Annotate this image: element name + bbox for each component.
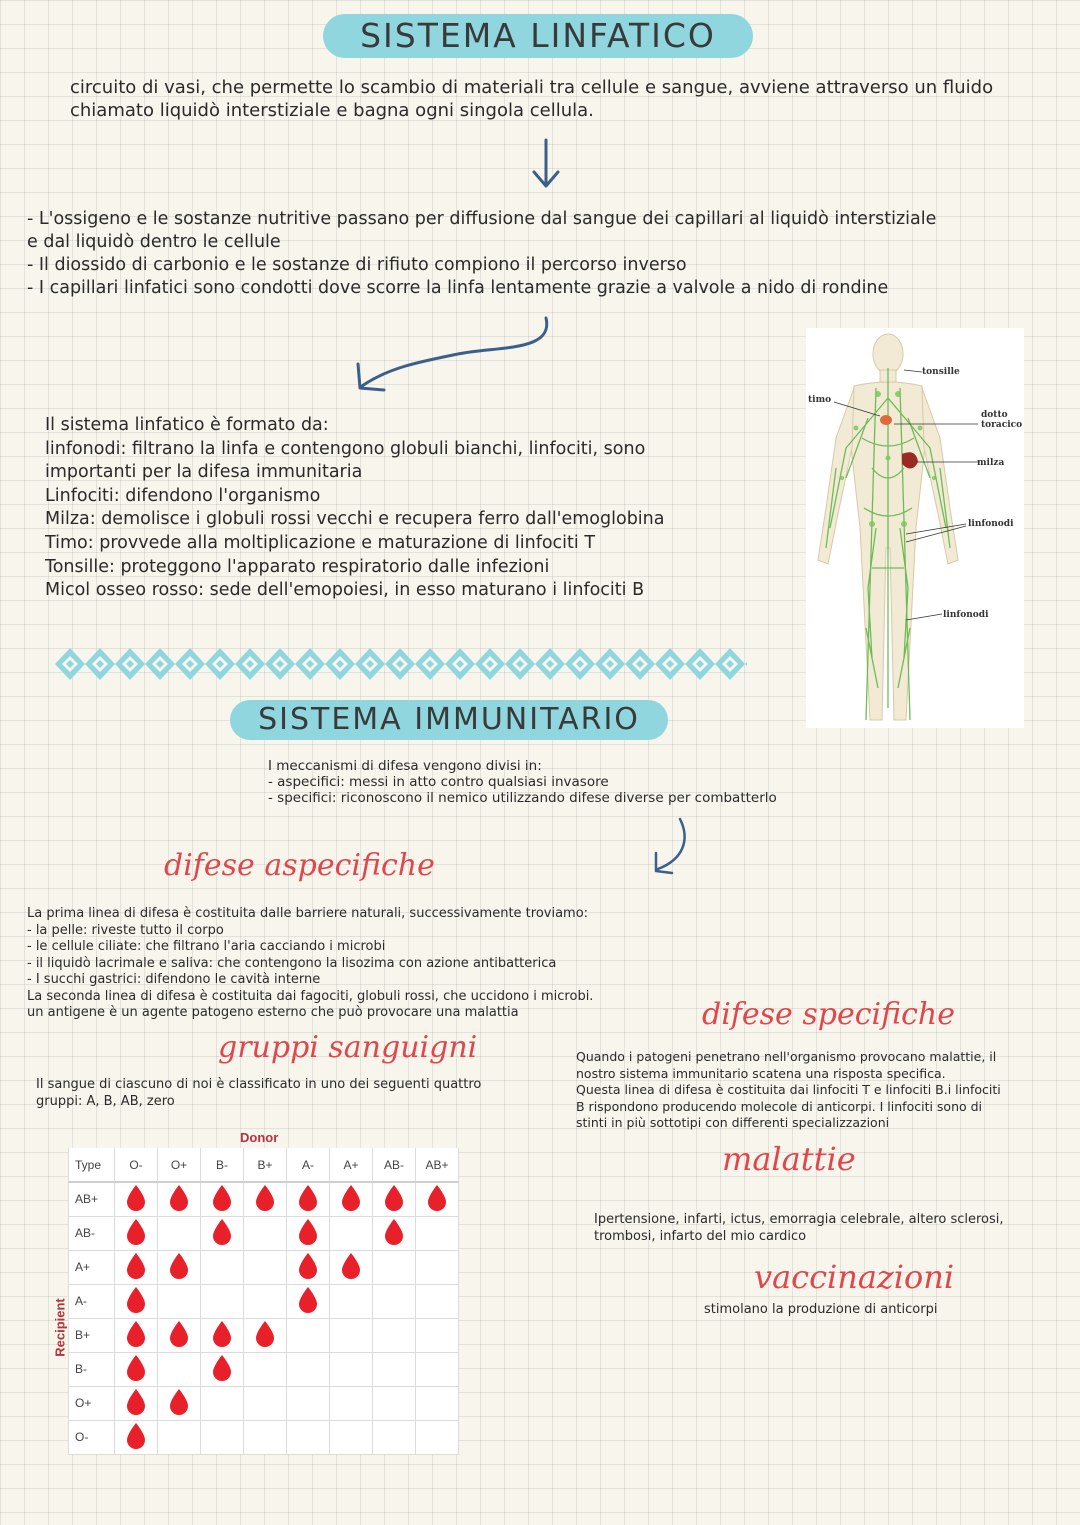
- compatibility-cell: [244, 1182, 287, 1216]
- blood-drop-icon: [125, 1252, 147, 1283]
- donor-header: B+: [244, 1148, 287, 1182]
- specific-text: [576, 1049, 1001, 1132]
- blood-drop-icon: [254, 1320, 276, 1351]
- compatibility-cell: [115, 1420, 158, 1454]
- donor-header: AB+: [416, 1148, 459, 1182]
- compatibility-cell: [158, 1250, 201, 1284]
- lymph-intro-line: circuito di vasi, che permette lo scambio di materiali tra cellule e sangue, avviene attraverso un fluido: [70, 77, 994, 98]
- blood-compatibility-chart: [50, 1130, 462, 1456]
- compatibility-cell: [158, 1182, 201, 1216]
- label-timo: timo: [808, 395, 832, 405]
- compatibility-cell: [201, 1352, 244, 1386]
- compatibility-cell: [201, 1216, 244, 1250]
- compatibility-cell: [115, 1352, 158, 1386]
- down-arrow-icon: [526, 136, 566, 192]
- immune-intro-line: - specifici: riconoscono il nemico utilizzando difese diverse per combatterlo: [268, 790, 777, 806]
- compatibility-cell: [244, 1386, 287, 1420]
- label-tonsille: tonsille: [922, 367, 960, 377]
- compatibility-cell: [330, 1318, 373, 1352]
- compatibility-cell: [373, 1216, 416, 1250]
- vaccinations-heading: vaccinazioni: [754, 1258, 955, 1296]
- label-dotto: dotto: [981, 410, 1008, 420]
- compatibility-cell: [201, 1318, 244, 1352]
- lymph-composition: [45, 414, 664, 603]
- compatibility-cell: [158, 1352, 201, 1386]
- blood-drop-icon: [297, 1252, 319, 1283]
- small-curved-arrow-icon: [650, 815, 692, 877]
- blood-groups-line: gruppi: A, B, AB, zero: [36, 1094, 175, 1109]
- blood-drop-icon: [426, 1184, 448, 1215]
- nonspecific-line: un antigene è un agente patogeno esterno che può provocare una malattia: [27, 1005, 519, 1020]
- blood-drop-icon: [168, 1320, 190, 1351]
- compatibility-cell: [115, 1284, 158, 1318]
- zigzag-divider: [55, 644, 747, 684]
- compatibility-cell: [373, 1284, 416, 1318]
- diseases-line: trombosi, infarto del mio cardico: [594, 1228, 807, 1244]
- compatibility-cell: [287, 1318, 330, 1352]
- blood-row: [69, 1386, 459, 1420]
- immune-intro-line: - aspecifici: messi in atto contro qualsiasi invasore: [268, 774, 609, 790]
- curved-arrow-icon: [348, 312, 558, 398]
- compatibility-cell: [287, 1352, 330, 1386]
- compatibility-cell: [330, 1182, 373, 1216]
- composition-line: importanti per la difesa immunitaria: [45, 462, 363, 483]
- composition-line: Timo: provvede alla moltiplicazione e maturazione di linfociti T: [45, 532, 596, 553]
- label-toracico: toracico: [981, 420, 1023, 430]
- compatibility-cell: [330, 1352, 373, 1386]
- specific-line: nostro sistema immunitario scatena una risposta specifica.: [576, 1065, 946, 1081]
- compatibility-cell: [244, 1284, 287, 1318]
- compatibility-cell: [416, 1386, 459, 1420]
- compatibility-cell: [373, 1182, 416, 1216]
- compatibility-cell: [330, 1250, 373, 1284]
- compatibility-cell: [416, 1318, 459, 1352]
- blood-drop-icon: [211, 1320, 233, 1351]
- recipient-label: Recipient: [52, 1298, 68, 1357]
- donor-header-row: [69, 1148, 459, 1182]
- compatibility-cell: [115, 1318, 158, 1352]
- vaccinations-text: stimolano la produzione di anticorpi: [704, 1302, 938, 1317]
- blood-drop-icon: [125, 1184, 147, 1215]
- composition-line: Tonsille: proteggono l'apparato respiratorio dalle infezioni: [45, 556, 550, 577]
- recipient-type: O-: [69, 1420, 115, 1454]
- label-linfonodi-upper: linfonodi: [968, 519, 1014, 529]
- compatibility-cell: [201, 1284, 244, 1318]
- recipient-type: AB-: [69, 1216, 115, 1250]
- recipient-type: O+: [69, 1386, 115, 1420]
- compatibility-cell: [416, 1216, 459, 1250]
- compatibility-cell: [158, 1420, 201, 1454]
- donor-header: O-: [115, 1148, 158, 1182]
- composition-line: Milza: demolisce i globuli rossi vecchi e recupera ferro dall'emoglobina: [45, 509, 665, 530]
- compatibility-cell: [373, 1352, 416, 1386]
- compatibility-cell: [330, 1216, 373, 1250]
- specific-line: B rispondono producendo molecole di anticorpi. I linfociti sono di: [576, 1098, 983, 1114]
- immune-intro-line: I meccanismi di difesa vengono divisi in:: [268, 758, 542, 774]
- compatibility-cell: [158, 1386, 201, 1420]
- blood-drop-icon: [168, 1184, 190, 1215]
- blood-drop-icon: [125, 1354, 147, 1385]
- blood-row: [69, 1318, 459, 1352]
- compatibility-cell: [115, 1386, 158, 1420]
- compatibility-cell: [330, 1420, 373, 1454]
- blood-row: [69, 1182, 459, 1216]
- compatibility-cell: [158, 1216, 201, 1250]
- specific-line: stinti in più sottotipi con differenti specializzazioni: [576, 1115, 890, 1130]
- specific-line: Quando i patogeni penetrano nell'organismo provocano malattie, il: [576, 1049, 997, 1064]
- compatibility-cell: [416, 1352, 459, 1386]
- blood-groups-text: [36, 1076, 481, 1110]
- compatibility-cell: [244, 1420, 287, 1454]
- compatibility-cell: [416, 1250, 459, 1284]
- donor-header: O+: [158, 1148, 201, 1182]
- donor-header: A+: [330, 1148, 373, 1182]
- composition-line: linfonodi: filtrano la linfa e contengono globuli bianchi, linfociti, sono: [45, 438, 646, 459]
- blood-drop-icon: [340, 1252, 362, 1283]
- blood-drop-icon: [383, 1218, 405, 1249]
- blood-drop-icon: [340, 1184, 362, 1215]
- lymph-point: e dal liquidò dentro le cellule: [27, 232, 281, 252]
- compatibility-cell: [158, 1284, 201, 1318]
- blood-table-body: [69, 1182, 459, 1454]
- compatibility-cell: [244, 1250, 287, 1284]
- blood-drop-icon: [383, 1184, 405, 1215]
- donor-label: Donor: [240, 1130, 279, 1145]
- compatibility-cell: [287, 1216, 330, 1250]
- blood-drop-icon: [125, 1286, 147, 1317]
- label-milza: milza: [977, 458, 1005, 468]
- type-header: Type: [69, 1148, 115, 1182]
- compatibility-cell: [287, 1420, 330, 1454]
- compatibility-cell: [115, 1216, 158, 1250]
- compatibility-cell: [244, 1318, 287, 1352]
- blood-drop-icon: [125, 1422, 147, 1453]
- compatibility-cell: [201, 1250, 244, 1284]
- compatibility-cell: [416, 1182, 459, 1216]
- diseases-heading: malattie: [722, 1140, 856, 1178]
- donor-header: AB-: [373, 1148, 416, 1182]
- blood-drop-icon: [211, 1354, 233, 1385]
- nonspecific-line: - I succhi gastrici: difendono le cavità interne: [27, 972, 321, 987]
- compatibility-cell: [416, 1284, 459, 1318]
- lymph-point: - L'ossigeno e le sostanze nutritive passano per diffusione dal sangue dei capillari al liquidò interstiziale: [27, 209, 937, 229]
- blood-row: [69, 1216, 459, 1250]
- donor-header: A-: [287, 1148, 330, 1182]
- compatibility-cell: [287, 1386, 330, 1420]
- recipient-type: AB+: [69, 1182, 115, 1216]
- blood-drop-icon: [125, 1388, 147, 1419]
- lymph-point: - I capillari linfatici sono condotti dove scorre la linfa lentamente grazie a valvole a nido di rondine: [27, 278, 889, 298]
- compatibility-cell: [330, 1386, 373, 1420]
- diseases-line: Ipertensione, infarti, ictus, emorragia celebrale, altero sclerosi,: [594, 1212, 1004, 1227]
- compatibility-cell: [373, 1318, 416, 1352]
- blood-row: [69, 1352, 459, 1386]
- immune-intro: [268, 758, 777, 806]
- compatibility-cell: [287, 1250, 330, 1284]
- recipient-type: A-: [69, 1284, 115, 1318]
- composition-line: Linfociti: difendono l'organismo: [45, 485, 321, 506]
- blood-groups-heading: gruppi sanguigni: [218, 1030, 478, 1065]
- compatibility-cell: [244, 1352, 287, 1386]
- lymphatic-figure: [806, 328, 1024, 728]
- immune-title: SISTEMA IMMUNITARIO: [230, 700, 668, 740]
- blood-drop-icon: [297, 1286, 319, 1317]
- blood-drop-icon: [125, 1320, 147, 1351]
- compatibility-cell: [201, 1420, 244, 1454]
- label-linfonodi-lower: linfonodi: [943, 610, 989, 620]
- blood-drop-icon: [254, 1184, 276, 1215]
- lymph-title: SISTEMA LINFATICO: [323, 14, 753, 58]
- composition-line: Micol osseo rosso: sede dell'emopoiesi, in esso maturano i linfociti B: [45, 580, 645, 601]
- lymph-point: - Il diossido di carbonio e le sostanze di rifiuto compiono il percorso inverso: [27, 255, 687, 275]
- blood-drop-icon: [168, 1252, 190, 1283]
- blood-drop-icon: [211, 1184, 233, 1215]
- nonspecific-heading: difese aspecifiche: [164, 848, 435, 883]
- blood-row: [69, 1284, 459, 1318]
- specific-heading: difese specifiche: [702, 997, 955, 1032]
- compatibility-cell: [373, 1250, 416, 1284]
- compatibility-cell: [287, 1182, 330, 1216]
- nonspecific-line: - la pelle: riveste tutto il corpo: [27, 922, 224, 938]
- compatibility-cell: [244, 1216, 287, 1250]
- recipient-type: A+: [69, 1250, 115, 1284]
- lymph-intro-line: chiamato liquidò interstiziale e bagna ogni singola cellula.: [70, 100, 594, 121]
- recipient-type: B-: [69, 1352, 115, 1386]
- recipient-type: B+: [69, 1318, 115, 1352]
- nonspecific-text: [27, 906, 593, 1022]
- diseases-text: [594, 1212, 1004, 1245]
- blood-drop-icon: [297, 1184, 319, 1215]
- blood-drop-icon: [297, 1218, 319, 1249]
- blood-row: [69, 1250, 459, 1284]
- nonspecific-line: La prima linea di difesa è costituita dalle barriere naturali, successivamente troviamo:: [27, 906, 589, 921]
- donor-header: B-: [201, 1148, 244, 1182]
- nonspecific-line: - le cellule ciliate: che filtrano l'aria cacciando i microbi: [27, 939, 386, 954]
- nonspecific-line: La seconda linea di difesa è costituita dai fagociti, globuli rossi, che uccidono i microbi.: [27, 988, 594, 1004]
- nonspecific-line: - il liquidò lacrimale e saliva: che contengono la lisozima con azione antibatterica: [27, 955, 557, 971]
- compatibility-cell: [373, 1420, 416, 1454]
- compatibility-cell: [416, 1420, 459, 1454]
- compatibility-cell: [330, 1284, 373, 1318]
- lymph-points: [27, 208, 936, 300]
- specific-line: Questa linea di difesa è costituita dai linfociti T e linfociti B.i linfociti: [576, 1082, 1001, 1097]
- blood-drop-icon: [168, 1388, 190, 1419]
- compatibility-cell: [287, 1284, 330, 1318]
- compatibility-cell: [373, 1386, 416, 1420]
- compatibility-cell: [115, 1182, 158, 1216]
- blood-drop-icon: [125, 1218, 147, 1249]
- blood-groups-line: Il sangue di ciascuno di noi è classificato in uno dei seguenti quattro: [36, 1077, 482, 1092]
- compatibility-cell: [201, 1182, 244, 1216]
- compatibility-cell: [201, 1386, 244, 1420]
- compatibility-cell: [158, 1318, 201, 1352]
- composition-line: Il sistema linfatico è formato da:: [45, 415, 329, 435]
- blood-drop-icon: [211, 1218, 233, 1249]
- blood-table: [68, 1148, 459, 1455]
- compatibility-cell: [115, 1250, 158, 1284]
- lymph-intro: [70, 76, 993, 122]
- blood-row: [69, 1420, 459, 1454]
